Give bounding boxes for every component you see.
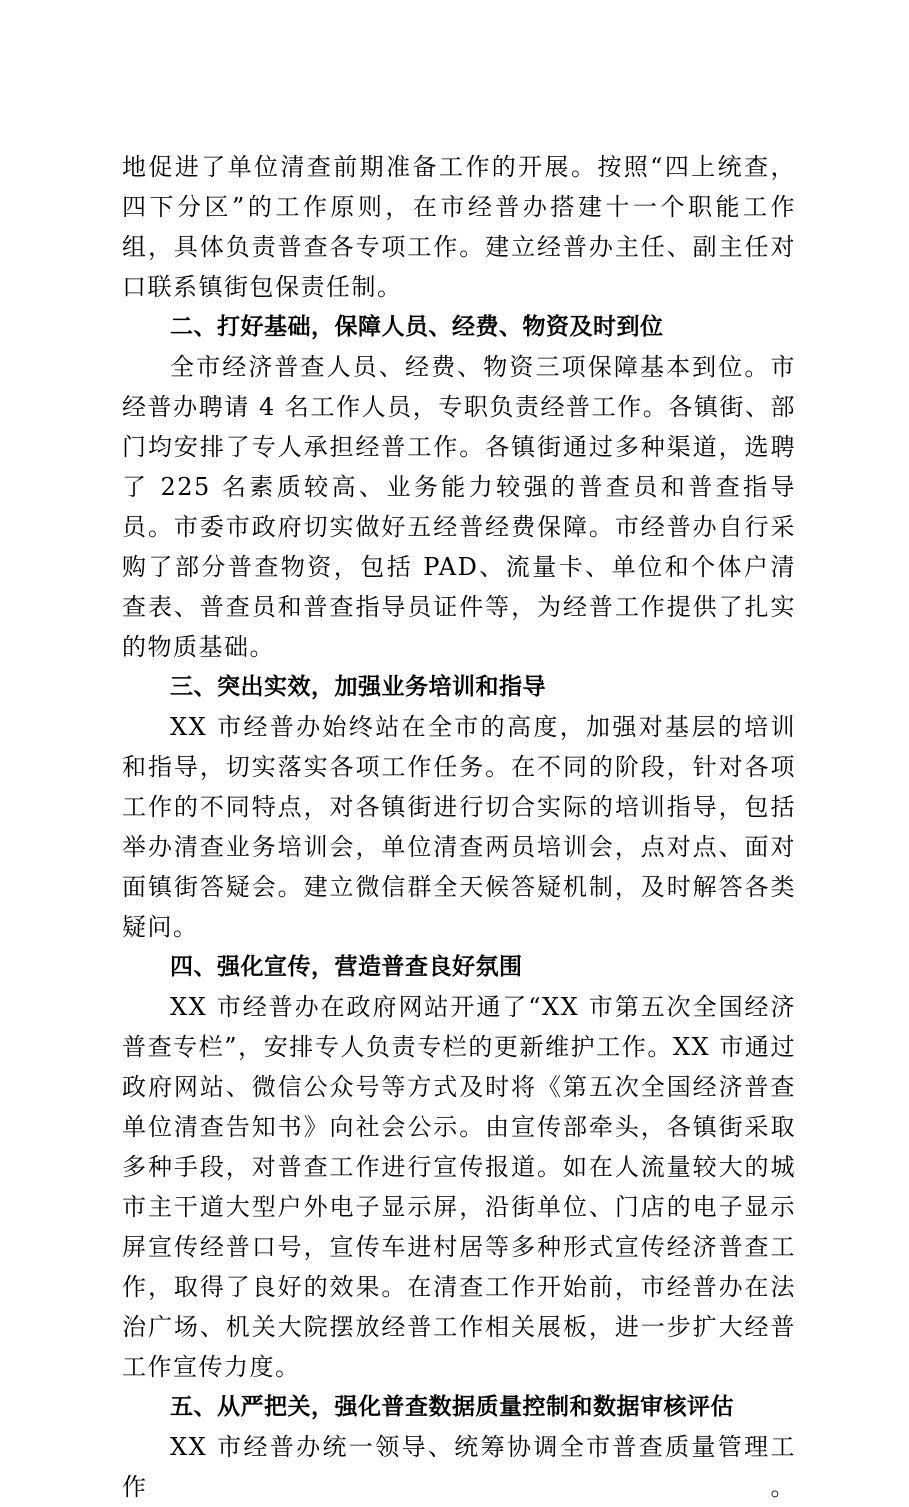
paragraph-section-4: XX 市经普办在政府网站开通了“XX 市第五次全国经济普查专栏”，安排专人负责专栏的更新维护工作。XX 市通过政府网站、微信公众号等方式及时将《第五次全国经济普查单位清查告知书》向社会公示。由宣传部牵头，各镇街采取多种手段，对普查工作进行宣传报道。如在人流量较大的城市主干道大型户外电子显示屏，沿街单位、门店的电子显示屏宣传经普口号，宣传车进村居等多种形式宣传经济普查工作，取得了良好的效果。在清查工作开始前，市经普办在法治广场、机关大院摆放经普工作相关展板，进一步扩大经普工作宣传力度。: [122, 993, 796, 1381]
paragraph-continuation: 地促进了单位清查前期准备工作的开展。按照“四上统查，四下分区”的工作原则，在市经普办搭建十一个职能工作组，具体负责普查各专项工作。建立经普办主任、副主任对口联系镇街包保责任制。: [122, 153, 796, 301]
paragraph-section-5: XX 市经普办统一领导、统筹协调全市普查质量管理工作。: [122, 1433, 796, 1501]
paragraph-section-3: XX 市经普办始终站在全市的高度，加强对基层的培训和指导，切实落实各项工作任务。在不同的阶段，针对各项工作的不同特点，对各镇街进行切合实际的培训指导，包括举办清查业务培训会，单位清查两员培训会，点对点、面对面镇街答疑会。建立微信群全天候答疑机制，及时解答各类疑问。: [122, 713, 796, 941]
document-body: [122, 147, 796, 1507]
section-heading-4: 四、强化宣传，营造普查良好氛围: [170, 954, 523, 980]
section-heading-5: 五、从严把关，强化普查数据质量控制和数据审核评估: [170, 1394, 734, 1420]
section-heading-3: 三、突出实效，加强业务培训和指导: [170, 674, 546, 700]
section-heading-2: 二、打好基础，保障人员、经费、物资及时到位: [170, 314, 664, 340]
paragraph-section-2: 全市经济普查人员、经费、物资三项保障基本到位。市经普办聘请 4 名工作人员，专职负责经普工作。各镇街、部门均安排了专人承担经普工作。各镇街通过多种渠道，选聘了 225 名素质较高、业务能力较强的普查员和普查指导员。市委市政府切实做好五经普经费保障。市经普办自行采购了部分普查物资，包括 PAD、流量卡、单位和个体户清查表、普查员和普查指导员证件等，为经普工作提供了扎实的物质基础。: [122, 353, 796, 661]
